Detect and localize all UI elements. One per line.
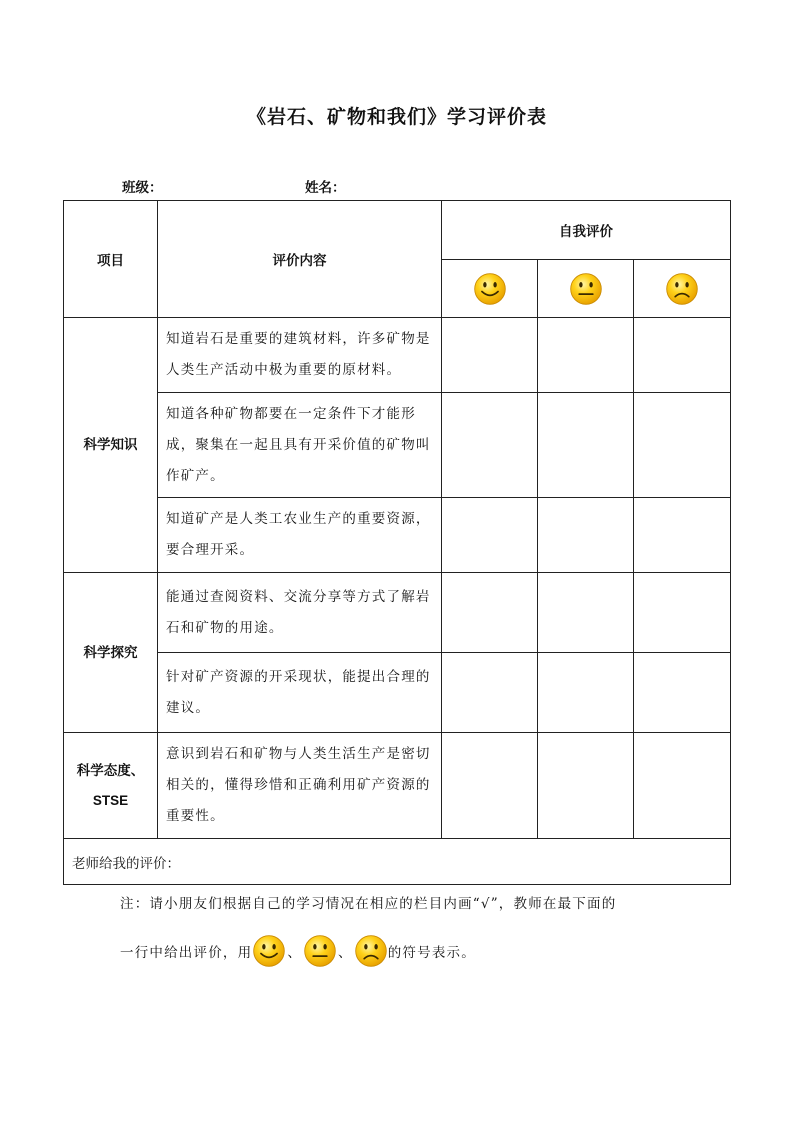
rating-cell-neutral[interactable] (538, 498, 634, 573)
frown-face-icon (665, 272, 699, 306)
criterion-text: 知道岩石是重要的建筑材料，许多矿物是人类生产活动中极为重要的原材料。 (158, 318, 442, 393)
criterion-text: 意识到岩石和矿物与人类生活生产是密切相关的，懂得珍惜和正确利用矿产资源的重要性。 (158, 733, 442, 839)
teacher-evaluation-label: 老师给我的评价： (72, 855, 180, 872)
criterion-text: 能通过查阅资料、交流分享等方式了解岩石和矿物的用途。 (158, 573, 442, 653)
category-line: STSE (92, 792, 129, 808)
note-separator: 、 (287, 945, 303, 961)
header-content: 评价内容 (158, 201, 442, 318)
neutral-face-icon (569, 272, 603, 306)
frown-face-icon (354, 934, 388, 968)
header-self-eval: 自我评价 (442, 201, 731, 260)
rating-cell-smile[interactable] (442, 393, 538, 498)
rating-cell-neutral[interactable] (538, 733, 634, 839)
rating-cell-smile[interactable] (442, 573, 538, 653)
rating-cell-frown[interactable] (634, 653, 731, 733)
rating-cell-frown[interactable] (634, 393, 731, 498)
rating-cell-smile[interactable] (442, 318, 538, 393)
note-line-1: 注：请小朋友们根据自己的学习情况在相应的栏目内画“√”，教师在最下面的 (120, 896, 617, 912)
rating-cell-frown[interactable] (634, 498, 731, 573)
smile-face-icon (252, 934, 286, 968)
header-frown-cell (634, 260, 731, 318)
category-line: 科学态度、 (76, 762, 145, 779)
category-science-inquiry: 科学探究 (64, 573, 158, 733)
rating-cell-smile[interactable] (442, 498, 538, 573)
class-label: 班级： (122, 180, 163, 196)
evaluation-table (63, 200, 731, 885)
rating-cell-frown[interactable] (634, 318, 731, 393)
note-line-2 (120, 934, 476, 968)
header-item: 项目 (64, 201, 158, 318)
criterion-text: 知道各种矿物都要在一定条件下才能形成，聚集在一起且具有开采价值的矿物叫作矿产。 (158, 393, 442, 498)
name-label: 姓名： (305, 180, 346, 196)
category-science-attitude-stse (64, 733, 158, 839)
note-suffix: 的符号表示。 (387, 945, 476, 961)
rating-cell-frown[interactable] (634, 573, 731, 653)
rating-cell-smile[interactable] (442, 653, 538, 733)
neutral-face-icon (303, 934, 337, 968)
smile-face-icon (473, 272, 507, 306)
rating-cell-neutral[interactable] (538, 573, 634, 653)
rating-cell-smile[interactable] (442, 733, 538, 839)
teacher-evaluation-row[interactable] (64, 839, 731, 885)
header-smile-cell (442, 260, 538, 318)
page-title: 《岩石、矿物和我们》学习评价表 (246, 106, 547, 128)
note-prefix: 一行中给出评价，用 (120, 945, 253, 961)
header-neutral-cell (538, 260, 634, 318)
category-science-knowledge: 科学知识 (64, 318, 158, 573)
criterion-text: 针对矿产资源的开采现状，能提出合理的建议。 (158, 653, 442, 733)
note-separator: 、 (338, 945, 353, 961)
rating-cell-neutral[interactable] (538, 318, 634, 393)
criterion-text: 知道矿产是人类工农业生产的重要资源，要合理开采。 (158, 498, 442, 573)
rating-cell-frown[interactable] (634, 733, 731, 839)
rating-cell-neutral[interactable] (538, 393, 634, 498)
rating-cell-neutral[interactable] (538, 653, 634, 733)
